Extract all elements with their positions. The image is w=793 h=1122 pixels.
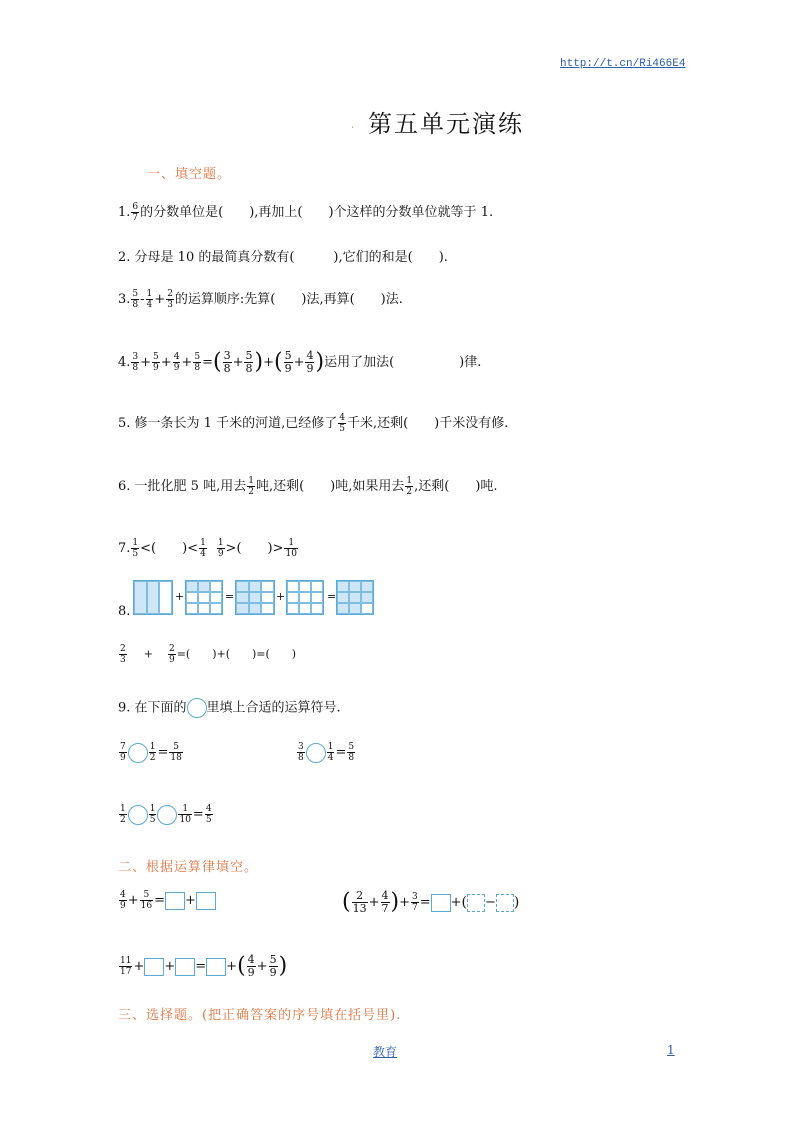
q9-expr-2: $\frac{3}{8}$ $\frac{1}{4}$ = $\frac{5}{8}$ [298,742,355,763]
p2-e1-box-1[interactable] [165,892,185,910]
q1-text: 的分数单位是( ),再加上( )个这样的分数单位就等于 1. [140,205,494,220]
q8-grid-ninths-d [336,580,374,615]
question-1 [118,202,493,223]
q8-number: 8. [118,604,131,619]
p2-expr-3: $\frac{11}{17}$ + + = +( $\frac{4}{9}$ + $\frac{5}{9}$ ) [120,953,288,979]
p2-e3-box-2[interactable] [175,958,195,976]
title-mark: . [351,120,355,131]
section-2-heading: 二、根据运算律填空。 [118,860,259,875]
q9-circle-example [187,698,207,718]
q9-expr1-circle[interactable] [128,743,148,763]
question-2: 2. 分母是 10 的最简真分数有( ),它们的和是( ). [118,250,448,265]
header-url[interactable]: http://t.cn/Ri466E4 [560,58,686,70]
question-7: 7. $\frac{1}{5}$ <( )< $\frac{1}{4}$ $\frac{1}{9}$ >( )> $\frac{1}{10}$ [118,538,297,559]
q8-grid-ninths-b [235,580,275,615]
question-6: 6. 一批化肥 5 吨,用去 $\frac{1}{2}$ 吨,还剩( )吨,如果用去 $\frac{1}{2}$ ,还剩( )吨. [118,476,498,497]
question-9: 9. 在下面的 里填上合适的运算符号. [118,698,341,719]
q8-eq-1: = [225,590,235,603]
question-3: 3. $\frac{5}{8}$ - $\frac{1}{4}$ + $\frac{2}{3}$ 的运算顺序:先算( )法,再算( )法. [118,289,403,310]
q9-expr3-circle-1[interactable] [128,805,148,825]
q9-expr3-circle-2[interactable] [157,805,177,825]
section-1-heading: 一、填空题。 [147,167,232,182]
p2-e2-box-3[interactable] [496,894,514,912]
q8-plus-2: + [276,590,286,603]
p2-e2-box-2[interactable] [467,894,485,912]
q9-expr2-circle[interactable] [306,743,326,763]
page-number: 1 [667,1043,675,1057]
q8-grid-ninths-c [286,580,324,615]
p2-expr-2: ( $\frac{2}{13}$ + $\frac{4}{7}$ )+ $\frac{3}{7}$ = +( − ) [342,889,520,915]
p2-e1-box-2[interactable] [196,892,216,910]
q8-plus-1: + [175,590,185,603]
p2-e2-box-1[interactable] [431,894,451,912]
footer-link[interactable]: 教育 [373,1045,398,1059]
q9-expr-1: $\frac{7}{9}$ $\frac{1}{2}$ = $\frac{5}{18}$ [120,742,182,763]
section-3-heading: 三、选择题。(把正确答案的序号填在括号里). [118,1008,402,1023]
q1-fraction: $\frac{6}{7}$ [132,202,139,223]
p2-expr-1: $\frac{4}{9}$ + $\frac{5}{16}$ = + [118,890,216,911]
question-4: 4. $\frac{3}{8}$ + $\frac{5}{9}$ + $\frac{4}{9}$ + $\frac{5}{8}$ =( $\frac{3}{8}$ + $\frac{5}{8}$ )+( $\frac{5}{9}$ + $\frac{4}{9}$ )运用了加法( )律. [118,349,482,375]
page-title: 第五单元演练 [368,110,524,138]
q9-expr-3: $\frac{1}{2}$ $\frac{1}{5}$ $\frac{1}{10}$ = $\frac{4}{5}$ [120,804,212,825]
q8-eq-2: = [327,590,337,603]
p2-e3-box-3[interactable] [206,958,226,976]
q8-equation: $\frac{2}{3}$ + $\frac{2}{9}$ =( )+( )=( ) [120,644,297,665]
p2-e3-box-1[interactable] [144,958,164,976]
question-5: 5. 修一条长为 1 千米的河道,已经修了 $\frac{4}{5}$ 千米,还剩( )千米没有修. [118,413,509,434]
q8-grid-thirds [133,580,173,615]
q1-number: 1. [118,205,131,220]
q8-grid-ninths-a [185,580,223,615]
